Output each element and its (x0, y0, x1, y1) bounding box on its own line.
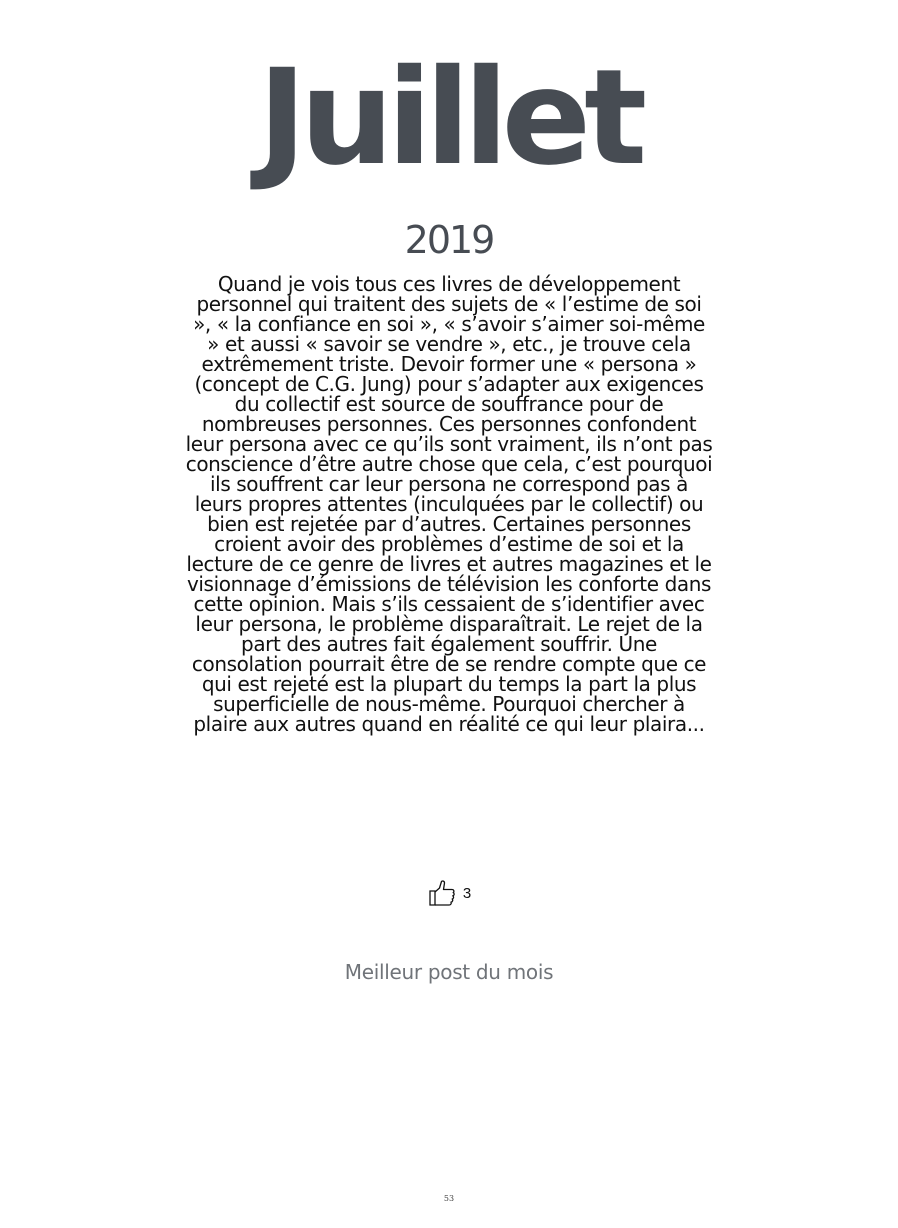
month-title: Juillet (257, 41, 641, 195)
best-post-caption: Meilleur post du mois (344, 960, 554, 984)
post-body-text: Quand je vois tous ces livres de développement personnel qui traitent des sujets de « l’estime de soi », « la confiance en soi », « s’avoir s’aimer soi-même » et aussi « savoir se vendre », etc., je trouve cela extrêmement triste. Devoir former une « persona » (concept de C.G. Jung) pour s’adapter aux exigences du collectif est source de souffrance pour de nombreuses personnes. Ces personnes confondent leur persona avec ce qu’ils sont vraiment, ils n’ont pas conscience d’être autre chose que cela, c’est pourquoi ils souffrent car leur persona ne correspond pas à leurs propres attentes (inculquées par le collectif) ou bien est rejetée par d’autres. Certaines personnes croient avoir des problèmes d’estime de soi et la lecture de ce genre de livres et autres magazines et le visionnage d’émissions de télévision les conforte dans cette opinion. Mais s’ils cessaient de s’identifier avec leur persona, le problème disparaîtrait. Le rejet de la part des autres fait également souffrir. Une consolation pourrait être de se rendre compte que ce qui est rejeté est la plupart du temps la part la plus superficielle de nous-même. Pourquoi chercher à plaire aux autres quand en réalité ce qui leur plaira... (185, 272, 713, 736)
year-subtitle: 2019 (404, 218, 494, 262)
likes-counter[interactable] (0, 878, 898, 908)
thumbs-up-icon[interactable] (427, 878, 457, 908)
likes-count: 3 (462, 884, 472, 902)
page-number: 53 (443, 1194, 455, 1203)
